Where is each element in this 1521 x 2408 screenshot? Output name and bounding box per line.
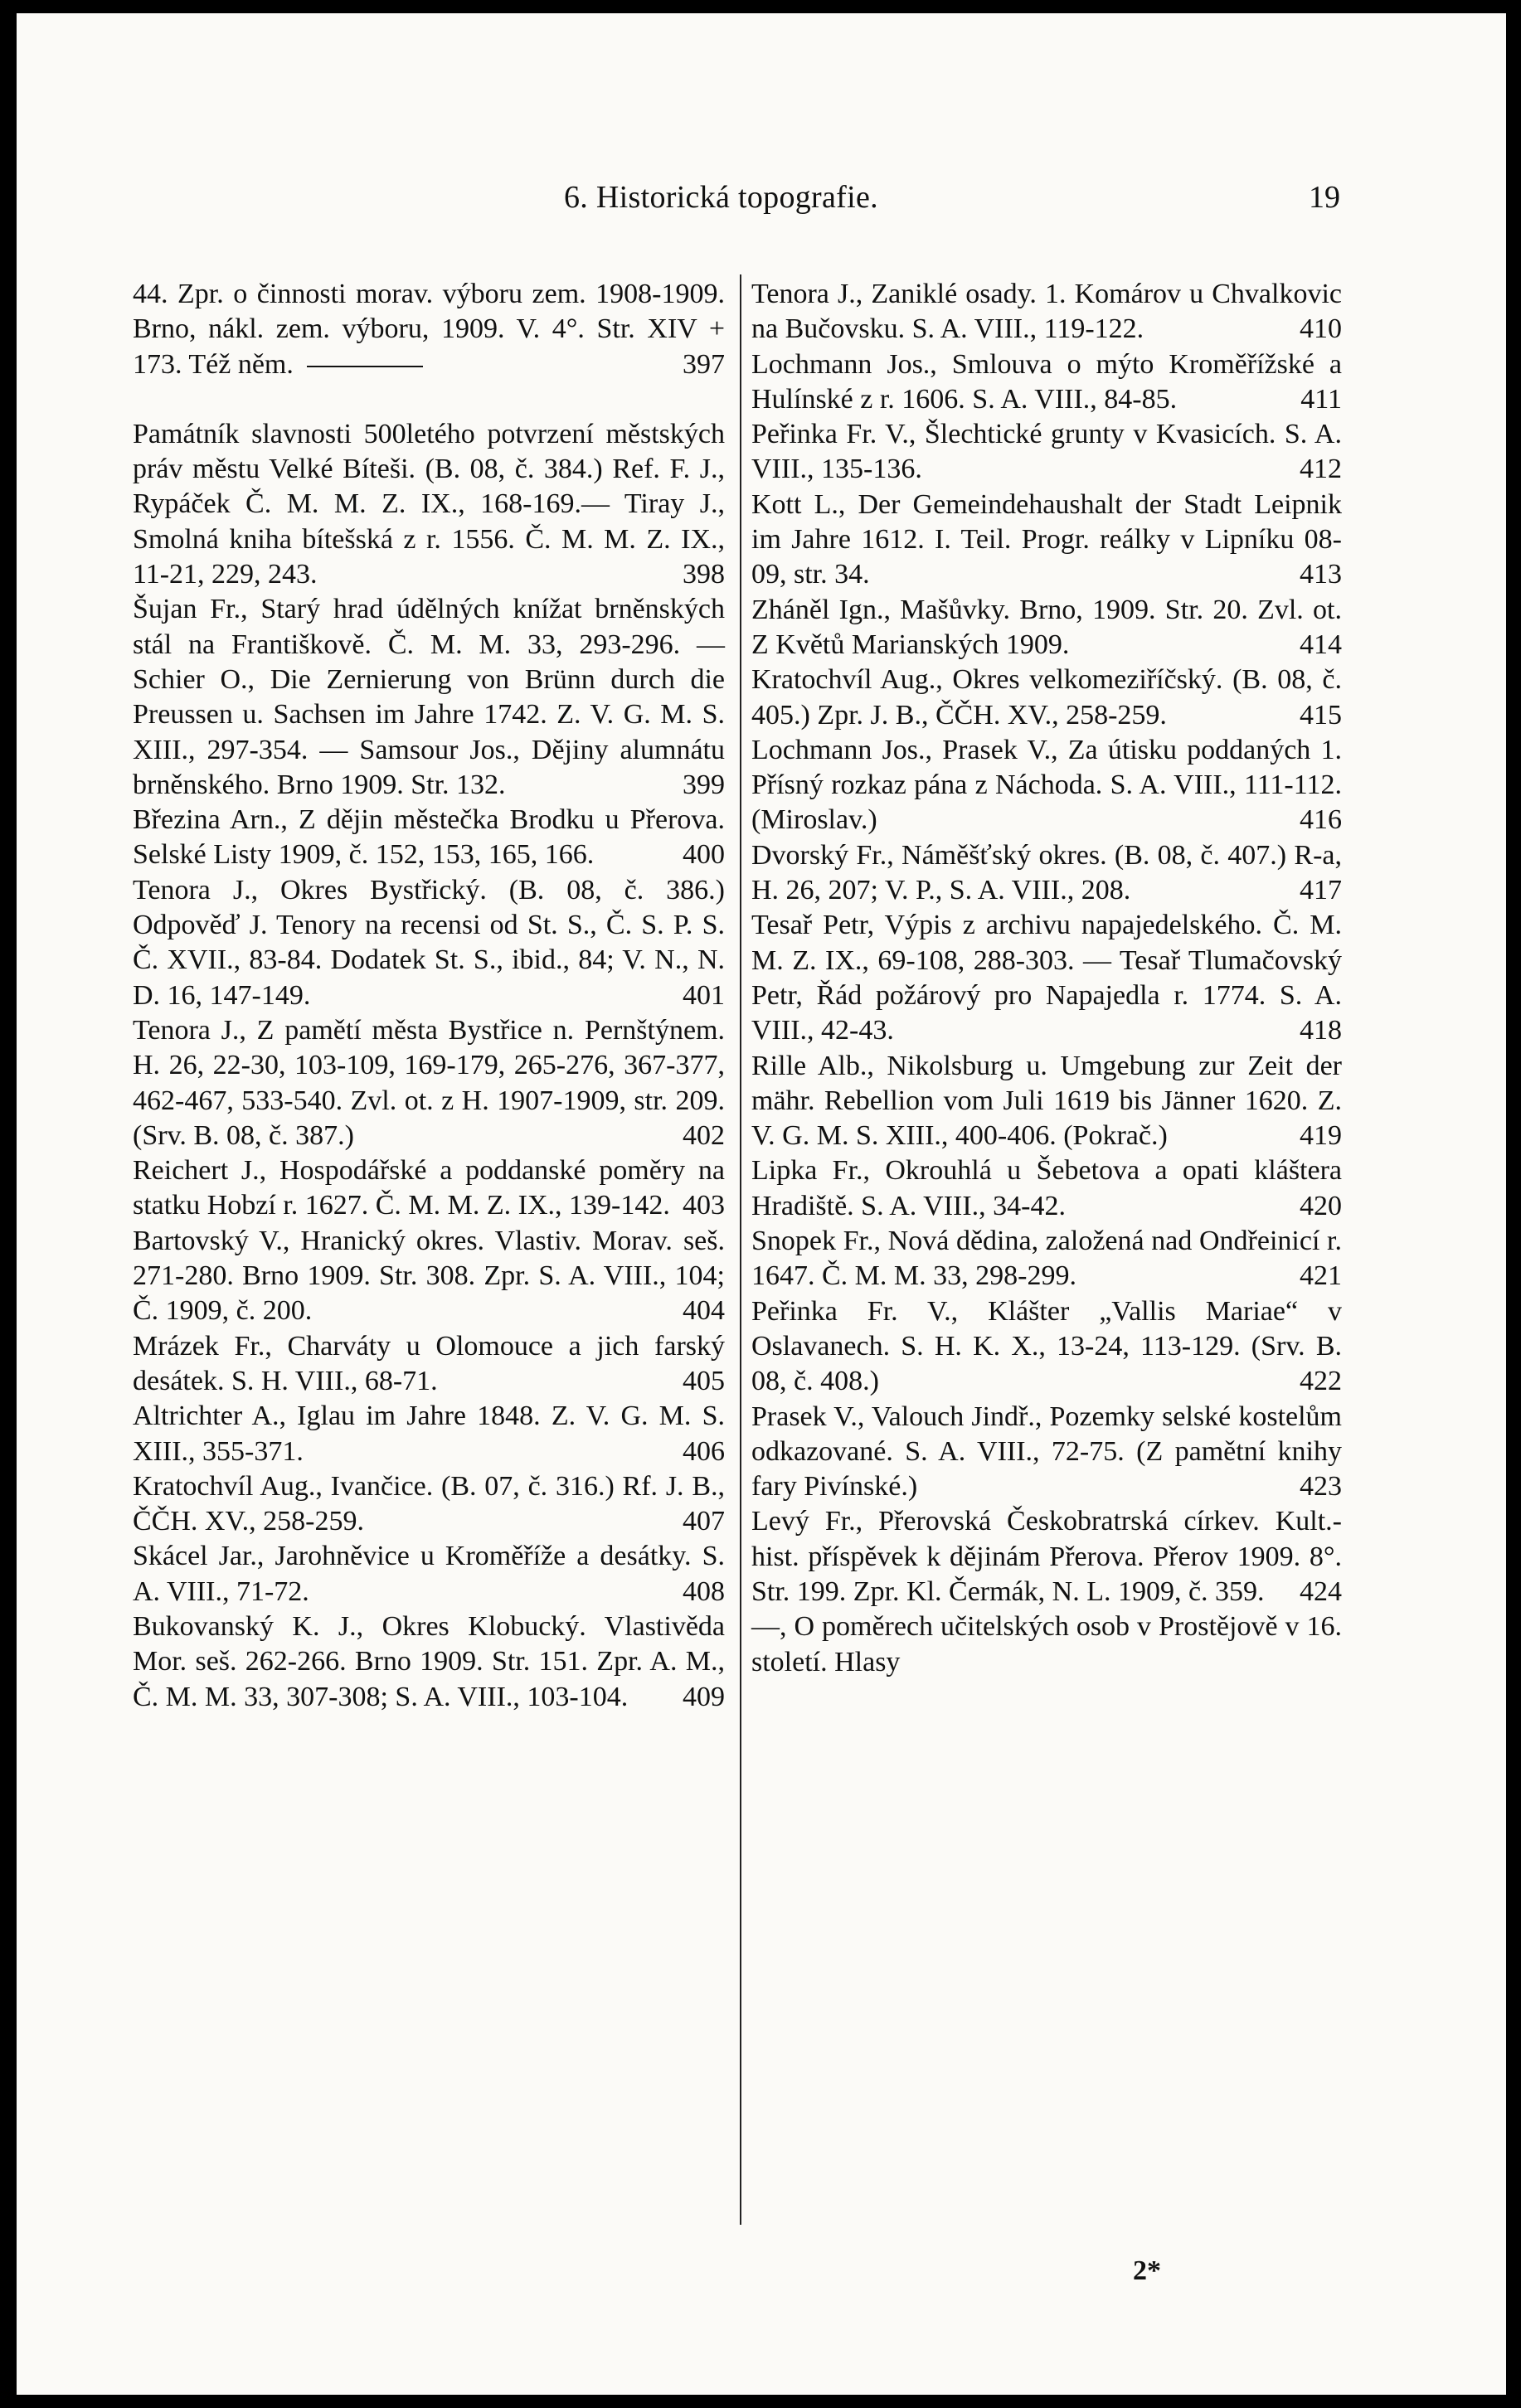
entry-number: 417: [1300, 875, 1342, 906]
entry: Peřinka Fr. V., Šlechtické grunty v Kvasicích. S. A. VIII., 135-136. 412: [751, 417, 1342, 488]
page-header: [17, 179, 1506, 229]
entry-number: 422: [1300, 1366, 1342, 1397]
entry: Lochmann Jos., Smlouva o mýto Kroměřížské a Hulínské z r. 1606. S. A. VIII., 84-85. 411: [751, 347, 1342, 418]
entry: Lochmann Jos., Prasek V., Za útisku poddaných 1. Přísný rozkaz pána z Náchoda. S. A. VIII., 111-112. (Miroslav.) 416: [751, 733, 1342, 838]
entry: Peřinka Fr. V., Klášter „Vallis Mariae“ v Oslavanech. S. H. K. X., 13-24, 113-129. (Srv. B. 08, č. 408.) 422: [751, 1294, 1342, 1400]
entry-number: 405: [683, 1365, 725, 1396]
running-title: 6. Historická topografie.: [564, 180, 878, 215]
entry: Kratochvíl Aug., Ivančice. (B. 07, č. 316.) Rf. J. B., ČČH. XV., 258-259. 407: [133, 1469, 725, 1540]
entry: Kott L., Der Gemeindehaushalt der Stadt Leipnik im Jahre 1612. I. Teil. Progr. reálky v Lipníku 08-09, str. 34. 413: [751, 488, 1342, 593]
left-column: [133, 277, 725, 1715]
entry-44: 44. Zpr. o činnosti morav. výboru zem. 1908-1909. Brno, nákl. zem. výboru, 1909. V. 4°. Str. XIV + 173. Též něm. 397: [133, 277, 725, 382]
entry-number: 397: [683, 348, 725, 380]
column-divider: [740, 274, 741, 2225]
signature-mark: 2*: [1133, 2255, 1161, 2286]
entry: Dvorský Fr., Náměšťský okres. (B. 08, č. 407.) R-a, H. 26, 207; V. P., S. A. VIII., 208. 417: [751, 838, 1342, 909]
entry-number: 421: [1300, 1260, 1342, 1292]
entry-number: 406: [683, 1435, 725, 1467]
entry-number: 400: [683, 839, 725, 871]
entry-number: 415: [1300, 699, 1342, 731]
entry-number: 420: [1300, 1190, 1342, 1221]
entry: Altrichter A., Iglau im Jahre 1848. Z. V. G. M. S. XIII., 355-371. 406: [133, 1399, 725, 1469]
entry: Lipka Fr., Okrouhlá u Šebetova a opati kláštera Hradiště. S. A. VIII., 34-42. 420: [751, 1153, 1342, 1224]
entry: Zháněl Ign., Mašůvky. Brno, 1909. Str. 20. Zvl. ot. Z Květů Marianských 1909. 414: [751, 593, 1342, 663]
entry: Mrázek Fr., Charváty u Olomouce a jich farský desátek. S. H. VIII., 68-71. 405: [133, 1329, 725, 1400]
entry-number: 416: [1300, 804, 1342, 836]
entry: Reichert J., Hospodářské a poddanské poměry na statku Hobzí r. 1627. Č. M. M. Z. IX., 139-142. 403: [133, 1153, 725, 1224]
entry: —, O poměrech učitelských osob v Prostějově v 16. století. Hlasy: [751, 1611, 1342, 1677]
separator-rule: [307, 366, 423, 367]
entry: Tenora J., Zaniklé osady. 1. Komárov u Chvalkovic na Bučovsku. S. A. VIII., 119-122. 410: [751, 277, 1342, 347]
entry: Tenora J., Okres Bystřický. (B. 08, č. 386.) Odpověď J. Tenory na recensi od St. S., Č. S. P. S. Č. XVII., 83-84. Dodatek St. S., ibid., 84; V. N., N. D. 16, 147-149. 401: [133, 873, 725, 1013]
entry: Šujan Fr., Starý hrad údělných knížat brněnských stál na Františkově. Č. M. M. 33, 293-296. — Schier O., Die Zernierung von Brünn durch die Preussen u. Sachsen im Jahre 1742. Z. V. G. M. S. XIII., 297-354. — Samsour Jos., Dějiny alumnátu brněnského. Brno 1909. Str. 132. 399: [133, 592, 725, 803]
entry-number: 398: [683, 559, 725, 590]
entry: Prasek V., Valouch Jindř., Pozemky selské kostelům odkazované. S. A. VIII., 72-75. (Z pamětní knihy fary Pivínské.) 423: [751, 1400, 1342, 1505]
entry-number: 412: [1300, 454, 1342, 485]
entry-number: 403: [683, 1190, 725, 1221]
entry-number: 413: [1300, 559, 1342, 590]
entry: Bartovský V., Hranický okres. Vlastiv. Morav. seš. 271-280. Brno 1909. Str. 308. Zpr. S. A. VIII., 104; Č. 1909, č. 200. 404: [133, 1224, 725, 1329]
right-column: [751, 277, 1342, 1680]
entry-number: 401: [683, 979, 725, 1011]
entry-number: 404: [683, 1295, 725, 1327]
entry: Tesař Petr, Výpis z archivu napajedelského. Č. M. M. Z. IX., 69-108, 288-303. — Tesař Tlumačovský Petr, Řád požárový pro Napajedla r. 1774. S. A. VIII., 42-43. 418: [751, 908, 1342, 1048]
entry-number: 419: [1300, 1120, 1342, 1152]
entry: Rille Alb., Nikolsburg u. Umgebung zur Zeit der mähr. Rebellion vom Juli 1619 bis Jänner 1620. Z. V. G. M. S. XIII., 400-406. (Pokrač.) 419: [751, 1049, 1342, 1154]
entry: Bukovanský K. J., Okres Klobucký. Vlastivěda Mor. seš. 262-266. Brno 1909. Str. 151. Zpr. A. M., Č. M. M. 33, 307-308; S. A. VIII., 103-104. 409: [133, 1609, 725, 1715]
page-number: 19: [1309, 180, 1340, 215]
entry-number: 424: [1300, 1575, 1342, 1607]
entry-number: 418: [1300, 1015, 1342, 1046]
entry-number: 407: [683, 1506, 725, 1537]
entry-number: 409: [683, 1681, 725, 1712]
book-page: [17, 13, 1506, 2395]
entry: Snopek Fr., Nová dědina, založená nad Ondřeinicí r. 1647. Č. M. M. 33, 298-299. 421: [751, 1224, 1342, 1294]
entry-number: 423: [1300, 1471, 1342, 1503]
entry-number: 402: [683, 1119, 725, 1151]
entry: Skácel Jar., Jarohněvice u Kroměříže a desátky. S. A. VIII., 71-72. 408: [133, 1539, 725, 1609]
entry-number: 399: [683, 769, 725, 800]
entry: Tenora J., Z pamětí města Bystřice n. Pernštýnem. H. 26, 22-30, 103-109, 169-179, 265-276, 367-377, 462-467, 533-540. Zvl. ot. z H. 1907-1909, str. 209. (Srv. B. 08, č. 387.) 402: [133, 1013, 725, 1153]
entry: Březina Arn., Z dějin městečka Brodku u Přerova. Selské Listy 1909, č. 152, 153, 165, 166. 400: [133, 803, 725, 873]
entry: Památník slavnosti 500letého potvrzení městských práv městu Velké Bíteši. (B. 08, č. 384.) Ref. F. J., Rypáček Č. M. M. Z. IX., 168-169.— Tiray J., Smolná kniha bítešská z r. 1556. Č. M. M. Z. IX., 11-21, 229, 243. 398: [133, 417, 725, 592]
entry: Kratochvíl Aug., Okres velkomeziříčský. (B. 08, č. 405.) Zpr. J. B., ČČH. XV., 258-259. 415: [751, 663, 1342, 733]
entry-number: 408: [683, 1575, 725, 1607]
entry-number: 414: [1300, 629, 1342, 660]
entry-number: 410: [1300, 313, 1342, 345]
entry-number: 411: [1300, 383, 1342, 415]
entry: Levý Fr., Přerovská Českobratrská církev. Kult.-hist. příspěvek k dějinám Přerova. Přerov 1909. 8°. Str. 199. Zpr. Kl. Čermák, N. L. 1909, č. 359. 424: [751, 1504, 1342, 1609]
